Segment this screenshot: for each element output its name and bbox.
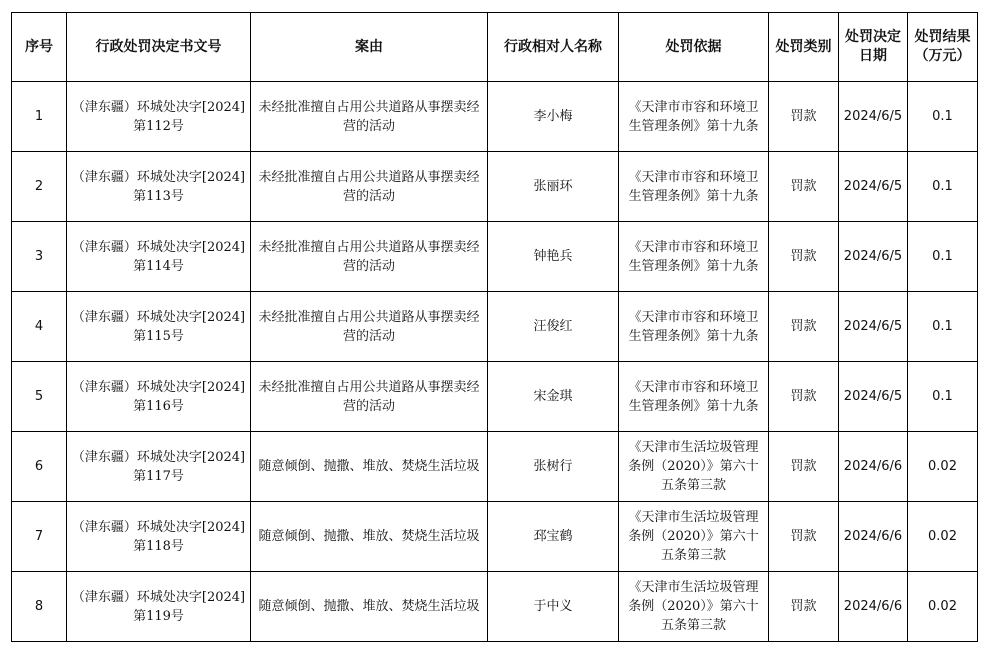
cell-cause: 随意倾倒、抛撒、堆放、焚烧生活垃圾: [251, 502, 488, 572]
cell-category: 罚款: [769, 362, 839, 432]
cell-no: 5: [12, 362, 67, 432]
cell-basis: 《天津市生活垃圾管理条例（2020）》第六十五条第三款: [619, 502, 769, 572]
cell-doc-number: （津东疆）环城处决字[2024]第118号: [67, 502, 251, 572]
cell-amount: 0.1: [908, 82, 978, 152]
cell-basis: 《天津市生活垃圾管理条例（2020）》第六十五条第三款: [619, 432, 769, 502]
cell-party-name: 钟艳兵: [488, 222, 619, 292]
cell-category: 罚款: [769, 222, 839, 292]
cell-date: 2024/6/5: [839, 292, 908, 362]
cell-party-name: 宋金琪: [488, 362, 619, 432]
cell-no: 8: [12, 572, 67, 642]
cell-date: 2024/6/6: [839, 572, 908, 642]
cell-no: 2: [12, 152, 67, 222]
cell-category: 罚款: [769, 152, 839, 222]
table-row: [12, 222, 978, 292]
cell-category: 罚款: [769, 82, 839, 152]
header-cause: 案由: [251, 13, 488, 82]
header-party-name: 行政相对人名称: [488, 13, 619, 82]
penalty-table: [11, 12, 978, 642]
table-row: [12, 572, 978, 642]
cell-cause: 未经批准擅自占用公共道路从事摆卖经营的活动: [251, 362, 488, 432]
header-date: 处罚决定日期: [839, 13, 908, 82]
cell-party-name: 张丽环: [488, 152, 619, 222]
cell-cause: 随意倾倒、抛撒、堆放、焚烧生活垃圾: [251, 572, 488, 642]
cell-cause: 未经批准擅自占用公共道路从事摆卖经营的活动: [251, 82, 488, 152]
cell-date: 2024/6/5: [839, 222, 908, 292]
cell-cause: 未经批准擅自占用公共道路从事摆卖经营的活动: [251, 152, 488, 222]
cell-doc-number: （津东疆）环城处决字[2024]第114号: [67, 222, 251, 292]
table-row: [12, 502, 978, 572]
cell-basis: 《天津市市容和环境卫生管理条例》第十九条: [619, 362, 769, 432]
cell-date: 2024/6/5: [839, 82, 908, 152]
table-row: [12, 292, 978, 362]
cell-amount: 0.02: [908, 432, 978, 502]
header-amount: 处罚结果（万元）: [908, 13, 978, 82]
header-doc-number: 行政处罚决定书文号: [67, 13, 251, 82]
table-row: [12, 152, 978, 222]
cell-amount: 0.1: [908, 362, 978, 432]
cell-party-name: 张树行: [488, 432, 619, 502]
cell-category: 罚款: [769, 292, 839, 362]
table-row: [12, 432, 978, 502]
cell-basis: 《天津市生活垃圾管理条例（2020）》第六十五条第三款: [619, 572, 769, 642]
cell-amount: 0.02: [908, 502, 978, 572]
table-row: [12, 82, 978, 152]
cell-doc-number: （津东疆）环城处决字[2024]第116号: [67, 362, 251, 432]
cell-amount: 0.1: [908, 222, 978, 292]
cell-party-name: 于中义: [488, 572, 619, 642]
cell-category: 罚款: [769, 502, 839, 572]
header-basis: 处罚依据: [619, 13, 769, 82]
cell-doc-number: （津东疆）环城处决字[2024]第119号: [67, 572, 251, 642]
cell-doc-number: （津东疆）环城处决字[2024]第115号: [67, 292, 251, 362]
cell-no: 4: [12, 292, 67, 362]
header-category: 处罚类别: [769, 13, 839, 82]
cell-basis: 《天津市市容和环境卫生管理条例》第十九条: [619, 152, 769, 222]
cell-doc-number: （津东疆）环城处决字[2024]第113号: [67, 152, 251, 222]
cell-no: 3: [12, 222, 67, 292]
cell-date: 2024/6/5: [839, 152, 908, 222]
cell-date: 2024/6/6: [839, 432, 908, 502]
cell-cause: 未经批准擅自占用公共道路从事摆卖经营的活动: [251, 292, 488, 362]
header-no: 序号: [12, 13, 67, 82]
cell-doc-number: （津东疆）环城处决字[2024]第117号: [67, 432, 251, 502]
cell-basis: 《天津市市容和环境卫生管理条例》第十九条: [619, 222, 769, 292]
cell-doc-number: （津东疆）环城处决字[2024]第112号: [67, 82, 251, 152]
cell-basis: 《天津市市容和环境卫生管理条例》第十九条: [619, 292, 769, 362]
cell-date: 2024/6/5: [839, 362, 908, 432]
cell-cause: 未经批准擅自占用公共道路从事摆卖经营的活动: [251, 222, 488, 292]
cell-party-name: 汪俊红: [488, 292, 619, 362]
header-row: [12, 13, 978, 82]
cell-amount: 0.1: [908, 292, 978, 362]
cell-basis: 《天津市市容和环境卫生管理条例》第十九条: [619, 82, 769, 152]
table-row: [12, 362, 978, 432]
cell-party-name: 邳宝鹤: [488, 502, 619, 572]
cell-no: 1: [12, 82, 67, 152]
cell-date: 2024/6/6: [839, 502, 908, 572]
cell-cause: 随意倾倒、抛撒、堆放、焚烧生活垃圾: [251, 432, 488, 502]
cell-category: 罚款: [769, 572, 839, 642]
cell-amount: 0.1: [908, 152, 978, 222]
cell-no: 6: [12, 432, 67, 502]
cell-no: 7: [12, 502, 67, 572]
cell-amount: 0.02: [908, 572, 978, 642]
cell-party-name: 李小梅: [488, 82, 619, 152]
cell-category: 罚款: [769, 432, 839, 502]
